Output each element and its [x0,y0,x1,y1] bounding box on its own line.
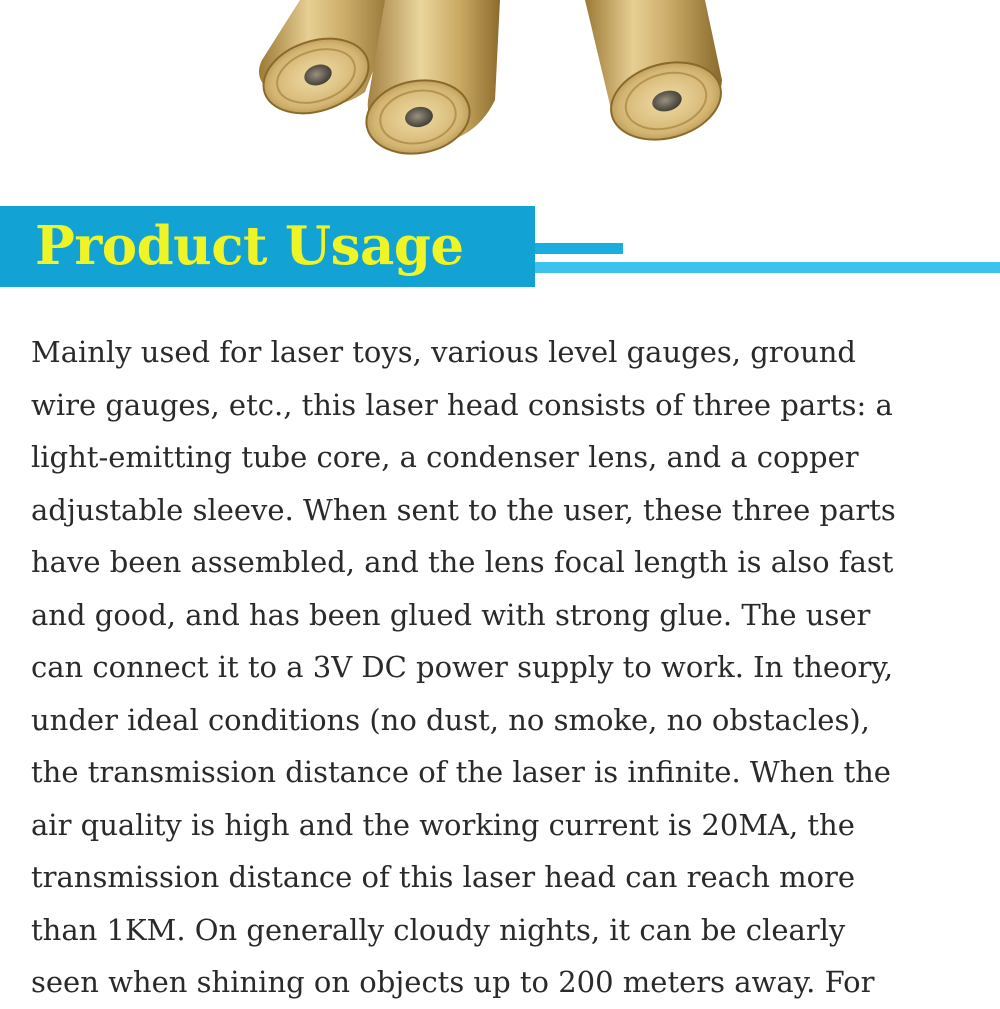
section-title: Product Usage [35,215,464,277]
accent-line-short [535,243,623,254]
accent-line-long [535,262,1000,273]
laser-tube-middle [361,0,500,161]
usage-description: Mainly used for laser toys, various level gauges, ground wire gauges, etc., this laser head consists of three parts: a light-emitting tube core, a condenser lens, and a copper adjustable sleeve. When sent to the user, these three parts have been assembled, and the lens focal length is also fast and good, and has been glued with strong glue. The user can connect it to a 3V DC power supply to work. In theory, under ideal conditions (no dust, no smoke, no obstacles), the transmission distance of the laser is infinite. When the air quality is high and the working current is 20MA, the transmission distance of this laser head can reach more than 1KM. On generally cloudy nights, it can be clearly seen when shining on objects up to 200 meters away. For [31,335,896,999]
laser-heads-illustration [0,0,1000,200]
product-photo [0,0,1000,200]
laser-tube-right [585,0,730,151]
